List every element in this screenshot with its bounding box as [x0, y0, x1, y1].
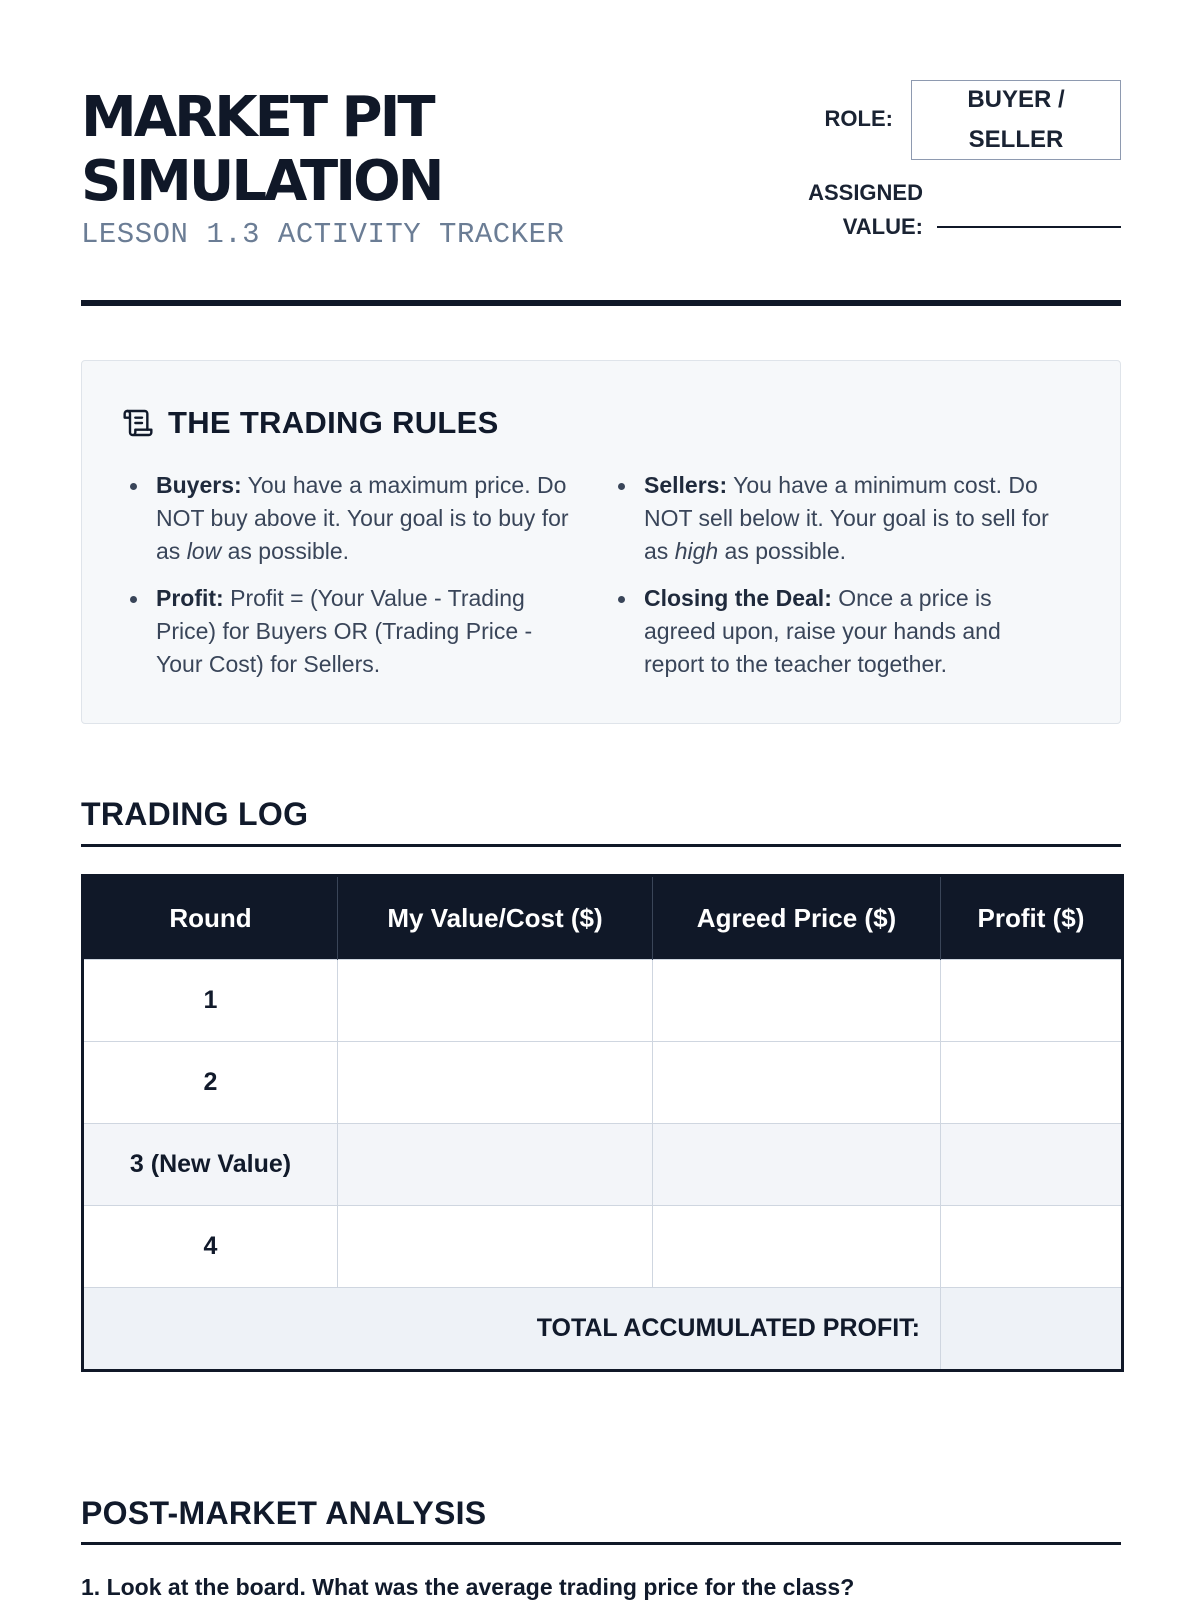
value-cost-cell[interactable] [338, 960, 653, 1042]
assigned-value-label [793, 176, 923, 244]
total-profit-cell[interactable] [941, 1288, 1123, 1371]
rule-buyers-label: Buyers: [156, 472, 242, 498]
trading-log-table [81, 874, 1124, 1372]
rule-buyers [122, 469, 572, 568]
profit-cell[interactable] [941, 1042, 1123, 1124]
assigned-value-label-text: ASSIGNED VALUE: [808, 180, 923, 239]
round-cell: 4 [83, 1206, 338, 1288]
rule-buyers-text: You have a maximum price. Do NOT buy above it. Your goal is to buy for as [156, 472, 569, 564]
rule-sellers [610, 469, 1060, 568]
round-cell: 3 (New Value) [83, 1124, 338, 1206]
round-cell: 2 [83, 1042, 338, 1124]
role-label: ROLE: [824, 106, 893, 131]
analysis-title: POST-MARKET ANALYSIS [81, 1495, 487, 1531]
agreed-price-cell[interactable] [653, 1124, 941, 1206]
table-row [83, 960, 1123, 1042]
agreed-price-cell[interactable] [653, 960, 941, 1042]
page-subtitle: LESSON 1.3 ACTIVITY TRACKER [81, 218, 565, 251]
assigned-value-field[interactable] [937, 226, 1121, 228]
scroll-icon [122, 407, 154, 439]
worksheet-header [81, 0, 1121, 310]
analysis-question-1: 1. Look at the board. What was the average trading price for the class? [81, 1574, 855, 1600]
trading-rules-heading [122, 405, 499, 441]
profit-cell[interactable] [941, 960, 1123, 1042]
table-row [83, 1124, 1123, 1206]
rule-buyers-emphasis: low [186, 538, 222, 564]
column-header-value-cost: My Value/Cost ($) [338, 876, 653, 960]
header-divider [81, 300, 1121, 306]
profit-cell[interactable] [941, 1124, 1123, 1206]
rule-sellers-emphasis: high [674, 538, 719, 564]
rule-closing-deal [610, 582, 1060, 681]
rule-buyers-text-end: as possible. [221, 538, 350, 564]
table-row [83, 1206, 1123, 1288]
table-header-row [83, 876, 1123, 960]
column-header-agreed-price: Agreed Price ($) [653, 876, 941, 960]
rule-profit [122, 582, 572, 681]
rule-closing-deal-label: Closing the Deal: [644, 585, 832, 611]
value-cost-cell[interactable] [338, 1206, 653, 1288]
agreed-price-cell[interactable] [653, 1206, 941, 1288]
table-row [83, 1042, 1123, 1124]
rule-profit-label: Profit: [156, 585, 224, 611]
column-header-profit: Profit ($) [941, 876, 1123, 960]
profit-cell[interactable] [941, 1206, 1123, 1288]
role-field[interactable] [911, 80, 1121, 160]
value-cost-cell[interactable] [338, 1042, 653, 1124]
value-cost-cell[interactable] [338, 1124, 653, 1206]
role-value: BUYER / SELLER [967, 86, 1065, 153]
trading-log-title: TRADING LOG [81, 796, 309, 832]
page-title: MARKET PIT SIMULATION [81, 85, 442, 214]
rules-list-left [122, 469, 572, 695]
rule-sellers-text: You have a minimum cost. Do NOT sell below it. Your goal is to sell for as [644, 472, 1049, 564]
worksheet-page [81, 0, 1121, 1600]
trading-log-divider [81, 844, 1121, 847]
agreed-price-cell[interactable] [653, 1042, 941, 1124]
analysis-divider [81, 1542, 1121, 1545]
rule-sellers-label: Sellers: [644, 472, 728, 498]
rules-list-right [610, 469, 1060, 695]
round-cell: 1 [83, 960, 338, 1042]
total-profit-label: TOTAL ACCUMULATED PROFIT: [83, 1288, 941, 1371]
total-row [83, 1288, 1123, 1371]
trading-rules-title: THE TRADING RULES [168, 405, 499, 440]
column-header-round: Round [83, 876, 338, 960]
rule-profit-text: Profit = (Your Value - Trading Price) for Buyers OR (Trading Price - Your Cost) for Sellers. [156, 585, 533, 677]
trading-rules-panel [81, 360, 1121, 724]
rule-sellers-text-end: as possible. [718, 538, 847, 564]
rule-closing-deal-text: Once a price is agreed upon, raise your hands and report to the teacher together. [644, 585, 1001, 677]
